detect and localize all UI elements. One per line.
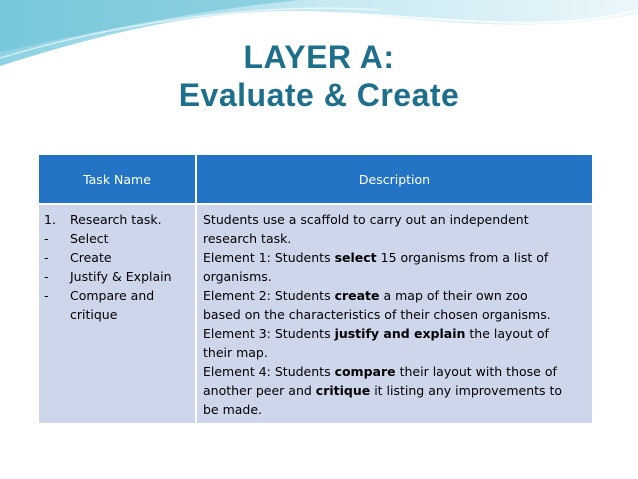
header-task-name: Task Name bbox=[39, 155, 196, 204]
list-marker: - bbox=[44, 250, 49, 265]
task-list-item bbox=[44, 267, 191, 286]
list-item-line: critique bbox=[70, 307, 118, 322]
description-text: it listing any improvements to bbox=[370, 383, 563, 398]
description-text: their layout with those of bbox=[395, 364, 557, 379]
description-line bbox=[203, 229, 588, 248]
header-description: Description bbox=[196, 155, 592, 204]
description-line bbox=[203, 286, 588, 305]
task-list-item bbox=[44, 248, 191, 267]
emphasis-text: select bbox=[334, 250, 377, 265]
table-row bbox=[39, 204, 592, 423]
description-line bbox=[203, 381, 588, 400]
description-line bbox=[203, 267, 588, 286]
description-line bbox=[203, 305, 588, 324]
task-list bbox=[44, 210, 191, 324]
description-text: Element 4: Students bbox=[203, 364, 335, 379]
list-item-text bbox=[70, 229, 191, 248]
description-text: based on the characteristics of their chosen organisms. bbox=[203, 307, 551, 322]
description-text: research task. bbox=[203, 231, 292, 246]
emphasis-text: create bbox=[334, 288, 380, 303]
description-text: the layout of bbox=[465, 326, 549, 341]
list-marker: - bbox=[44, 231, 49, 246]
emphasis-text: critique bbox=[315, 383, 371, 398]
title-line-1: LAYER A: bbox=[243, 39, 395, 75]
slide-title bbox=[0, 38, 638, 114]
list-item-text bbox=[70, 267, 191, 286]
description-text: 15 organisms from a list of bbox=[376, 250, 549, 265]
description-text: Element 2: Students bbox=[203, 288, 335, 303]
table-header-row bbox=[39, 155, 592, 204]
list-marker: - bbox=[44, 288, 49, 303]
emphasis-text: justify and explain bbox=[334, 326, 466, 341]
emphasis-text: compare bbox=[334, 364, 396, 379]
list-item-line: Justify & Explain bbox=[70, 269, 172, 284]
description-text: a map of their own zoo bbox=[379, 288, 528, 303]
list-item-text bbox=[70, 248, 191, 267]
task-list-item bbox=[44, 210, 191, 229]
list-marker: - bbox=[44, 269, 49, 284]
list-item-text bbox=[70, 286, 191, 324]
description-text: organisms. bbox=[203, 269, 272, 284]
description-line bbox=[203, 248, 588, 267]
description-text: be made. bbox=[203, 402, 263, 417]
task-list-item bbox=[44, 286, 191, 324]
list-item-text bbox=[70, 210, 191, 229]
description-line bbox=[203, 343, 588, 362]
list-item-line: Create bbox=[70, 250, 112, 265]
task-name-cell bbox=[39, 204, 196, 423]
description-text: Element 1: Students bbox=[203, 250, 335, 265]
task-list-item bbox=[44, 229, 191, 248]
task-table bbox=[39, 155, 592, 423]
description-cell bbox=[196, 204, 592, 423]
description-text: another peer and bbox=[203, 383, 316, 398]
description-line bbox=[203, 210, 588, 229]
description-text: Students use a scaffold to carry out an independent bbox=[203, 212, 529, 227]
list-marker: 1. bbox=[44, 212, 56, 227]
description-text: Element 3: Students bbox=[203, 326, 335, 341]
list-item-line: Research task. bbox=[70, 212, 162, 227]
list-item-line: Select bbox=[70, 231, 109, 246]
list-item-line: Compare and bbox=[70, 288, 155, 303]
description-text: their map. bbox=[203, 345, 268, 360]
description-line bbox=[203, 400, 588, 419]
description-line bbox=[203, 324, 588, 343]
title-line-2: Evaluate & Create bbox=[178, 77, 460, 113]
description-line bbox=[203, 362, 588, 381]
